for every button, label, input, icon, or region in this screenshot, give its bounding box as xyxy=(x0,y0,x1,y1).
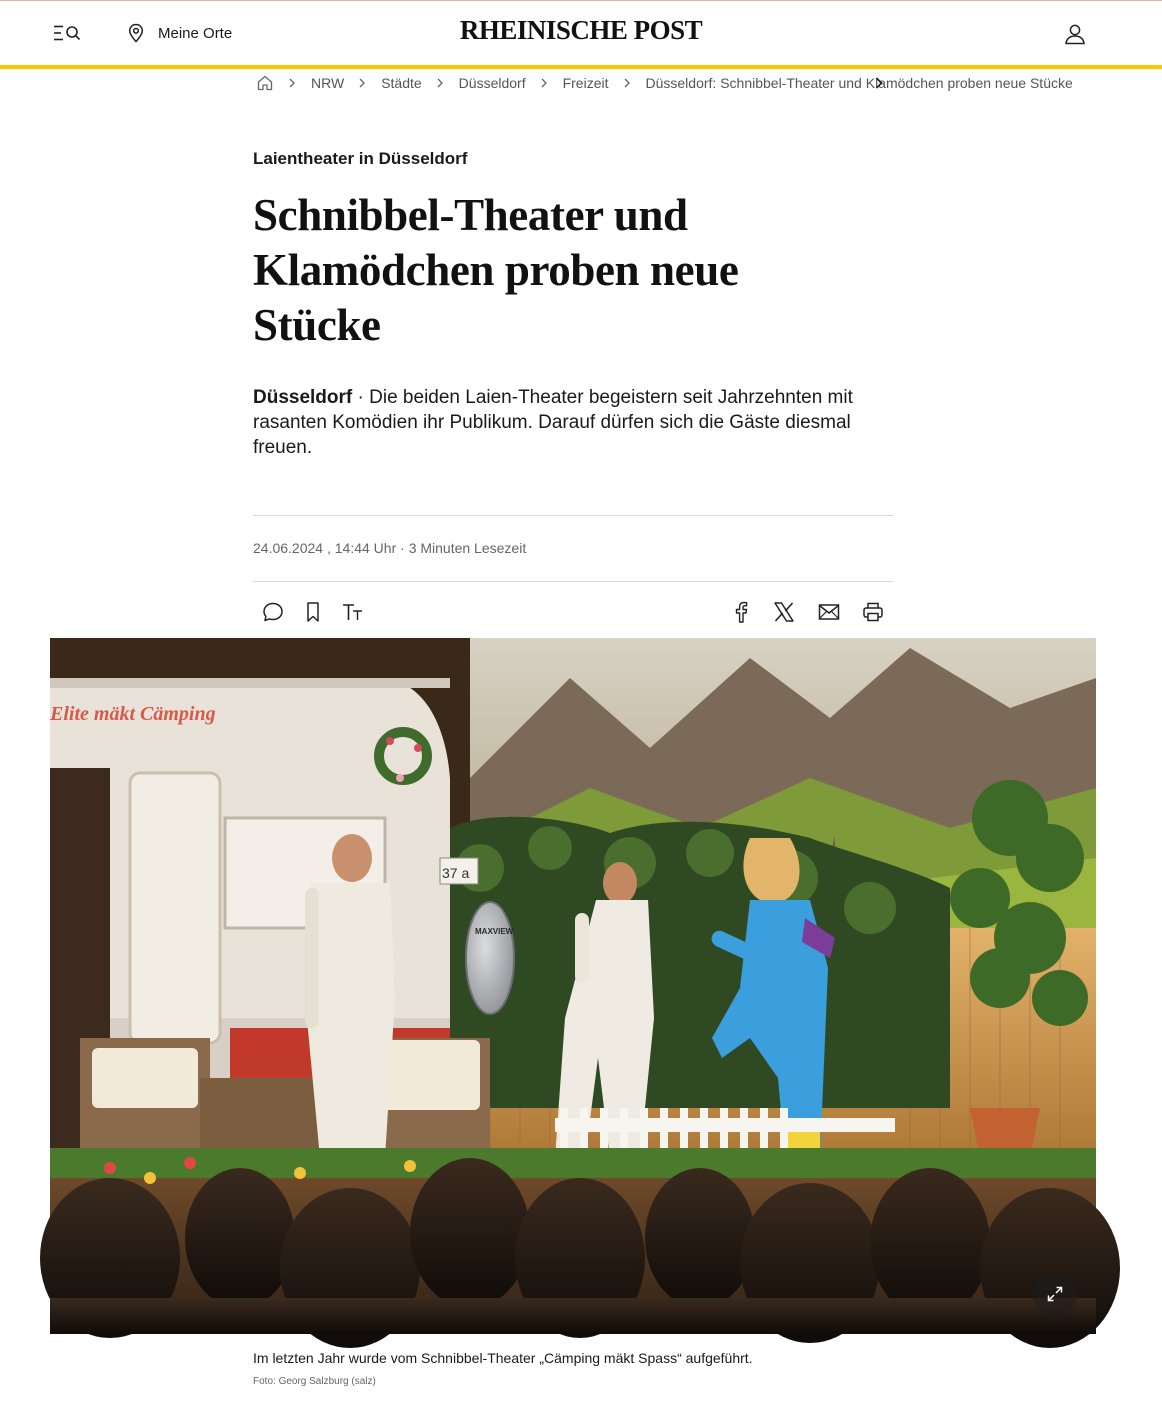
print-icon xyxy=(861,600,885,624)
reading-time: 3 Minuten Lesezeit xyxy=(408,540,527,556)
comment-icon xyxy=(261,600,285,624)
publish-date: 24.06.2024 xyxy=(253,540,324,556)
article-teaser xyxy=(253,385,893,460)
mail-icon xyxy=(817,600,841,624)
stage-photo xyxy=(50,638,1096,1334)
breadcrumb-item-freizeit[interactable]: Freizeit xyxy=(562,75,609,91)
breadcrumb-item-duesseldorf[interactable]: Düsseldorf xyxy=(458,75,526,91)
breadcrumb xyxy=(256,72,1073,94)
expand-image-button[interactable] xyxy=(1033,1272,1077,1316)
image-caption: Im letzten Jahr wurde vom Schnibbel-Theater „Cämping mäkt Spass“ aufgeführt. xyxy=(253,1350,753,1366)
bookmark-button[interactable] xyxy=(299,598,327,626)
logo-link[interactable]: RHEINISCHE POST xyxy=(459,15,703,45)
site-logo xyxy=(0,15,1162,46)
chevron-right-icon xyxy=(623,78,631,88)
share-x-button[interactable] xyxy=(770,598,798,626)
teaser-location: Düsseldorf xyxy=(253,387,353,408)
breadcrumb-home[interactable] xyxy=(256,74,274,92)
dish-label: MAXVIEW xyxy=(475,927,514,936)
meta-divider-bottom xyxy=(253,581,893,582)
my-places-label: Meine Orte xyxy=(158,24,233,42)
article-kicker: Laientheater in Düsseldorf xyxy=(253,149,468,168)
breadcrumb-item-nrw[interactable]: NRW xyxy=(311,75,345,91)
chevron-right-icon xyxy=(288,78,296,88)
image-credit: Foto: Georg Salzburg (salz) xyxy=(253,1376,376,1387)
meta-divider-top xyxy=(253,515,893,516)
chevron-right-icon xyxy=(358,78,366,88)
facebook-icon xyxy=(731,600,751,624)
comments-button[interactable] xyxy=(259,598,287,626)
account-button[interactable] xyxy=(1060,19,1090,49)
article-headline: Schnibbel-Theater und Klamödchen proben neue Stücke xyxy=(253,190,739,350)
user-icon xyxy=(1064,23,1086,45)
article-meta: 24.06.2024 , 14:44 Uhr · 3 Minuten Lesezeit xyxy=(253,540,527,556)
expand-icon xyxy=(1046,1285,1064,1303)
header-accent-bar xyxy=(0,65,1162,69)
print-button[interactable] xyxy=(859,598,887,626)
text-size-icon xyxy=(340,600,366,624)
share-facebook-button[interactable] xyxy=(727,598,755,626)
site-header xyxy=(0,1,1162,65)
chevron-right-icon xyxy=(436,78,444,88)
bookmark-icon xyxy=(303,600,323,624)
breadcrumb-scroll-button[interactable] xyxy=(874,76,884,90)
teaser-separator: · xyxy=(352,387,370,408)
teaser-text: Die beiden Laien-Theater begeistern seit Jahrzehnten mit rasanten Komödien ihr Publikum. Darauf dürfen sich die Gäste diesmal freuen. xyxy=(253,387,853,458)
article-image[interactable] xyxy=(50,638,1096,1334)
chevron-right-icon xyxy=(540,78,548,88)
caravan-plate: 37 a xyxy=(442,865,470,881)
share-email-button[interactable] xyxy=(815,598,843,626)
chevron-right-icon xyxy=(874,76,884,90)
breadcrumb-item-staedte[interactable]: Städte xyxy=(381,75,422,91)
x-icon xyxy=(772,600,796,624)
breadcrumb-current: Düsseldorf: Schnibbel-Theater und Klamödchen proben neue Stücke xyxy=(645,75,1073,91)
caravan-sign: Elite mäkt Cämping xyxy=(50,703,216,725)
text-size-button[interactable] xyxy=(339,598,367,626)
publish-time: 14:44 Uhr xyxy=(334,540,397,556)
home-icon xyxy=(256,74,274,92)
